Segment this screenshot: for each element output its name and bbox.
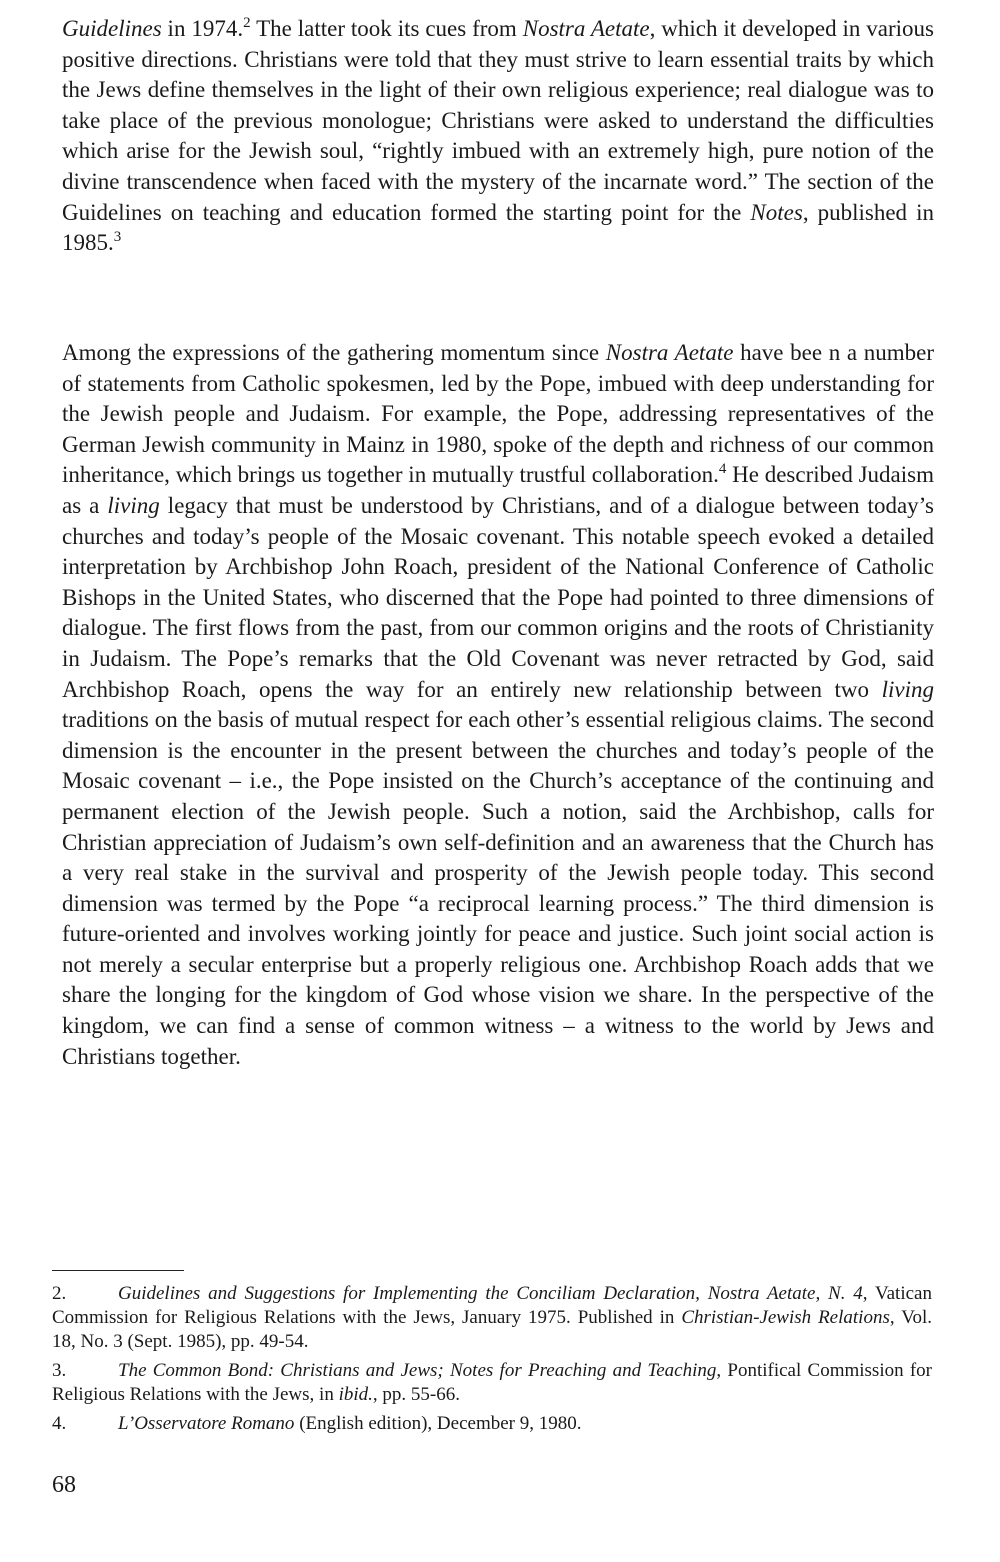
paragraph-momentum (62, 338, 934, 1072)
text-italic: Guidelines and Suggestions for Implementing the Conciliam Declaration, Nostra Aetate, N. 4 (118, 1283, 863, 1304)
footnote-ref-2[interactable]: 2 (243, 15, 251, 31)
footnote-2 (52, 1282, 932, 1354)
text-run: The latter took its cues from (250, 16, 523, 41)
text-run: legacy that must be understood by Christians, and of a dialogue between today’s churches and today’s people of the Mosaic covenant. This notable speech evoked a detailed interpretation by Archbishop John Roach, president of the National Conference of Catholic Bishops in the United States, who discerned that the Pope had pointed to three dimensions of dialogue. The first flows from the past, from our common origins and the roots of Christianity in Judaism. The Pope’s remarks that the Old Covenant was never retracted by God, said Archbishop Roach, opens the way for an entirely new relationship between two (62, 492, 934, 702)
footnote-ref-4[interactable]: 4 (718, 461, 727, 478)
text-italic: Christian-Jewish Relations (681, 1307, 890, 1328)
footnote-number: 4. (52, 1413, 67, 1434)
text-run: , which it developed in various positive directions. Christians were told that they must strive to learn essential traits by which the Jews define themselves in the light of their own religious experience; real dialogue was to take place of the previous monologue; Christians were asked to understand the difficulties which arise for the Jewish soul, “rightly imbued with an extremely high, pure notion of the divine transcendence when faced with the mystery of the incarnate word.” The section of the Guidelines on teaching and education formed the starting point for the (62, 16, 934, 225)
footnotes (52, 1282, 932, 1441)
page-number: 68 (52, 1472, 76, 1498)
text-run: , Vol. 18, No. 3 (Sept. 1985), pp. 49-54. (52, 1307, 932, 1352)
text-italic: ibid. (338, 1384, 373, 1405)
footnote-number: 2. (52, 1283, 67, 1304)
text-italic: Nostra Aetate (522, 16, 650, 41)
paragraph-guidelines (62, 14, 934, 259)
text-italic: living (107, 492, 160, 518)
footnote-4 (52, 1412, 932, 1436)
footnote-number: 3. (52, 1360, 67, 1381)
text-run: , published in 1985. (62, 199, 934, 256)
footnote-ref-3[interactable]: 3 (113, 229, 122, 246)
text-italic: Guidelines (62, 16, 162, 41)
text-italic: Nostra Aetate (605, 340, 734, 365)
text-run: traditions on the basis of mutual respect for each other’s essential religious claims. The second dimension is the encounter in the present between the churches and today’s people of the Mosaic covenant – i.e., the Pope insisted on the Church’s acceptance of the continuing and permanent election of the Jewish people. Such a notion, said the Archbishop, calls for Christian appreciation of Judaism’s own self-definition and an awareness that the Church has a very real stake in the survival and prosperity of the Jewish people today. This second dimension was termed by the Pope “a reciprocal learning process.” The third dimension is future-oriented and involves working jointly for peace and justice. Such joint social action is not merely a secular enterprise but a properly religious one. Archbishop Roach adds that we share the longing for the kingdom of God whose vision we share. In the perspective of the kingdom, we can find a sense of common witness – a witness to the world by Jews and Christians together. (62, 707, 934, 1069)
text-run: in 1974. (161, 16, 244, 41)
text-run: , Vatican Commission for Religious Relations with the Jews, January 1975. Published in (52, 1283, 932, 1328)
text-run: have bee n a number of statements from Catholic spokesmen, led by the Pope, imbued with deep understanding for the Jewish people and Judaism. For example, the Pope, addressing representatives of the German Jewish community in Mainz in 1980, spoke of the depth and richness of our common inheritance, which brings us together in mutually trustful collaboration. (62, 340, 934, 488)
text-run: (English edition), December 9, 1980. (294, 1413, 582, 1434)
text-run: He described Judaism as a (62, 462, 934, 518)
text-run: Among the expressions of the gathering momentum since (62, 340, 606, 365)
text-run: , pp. 55-66. (372, 1384, 460, 1405)
text-italic: The Common Bond: Christians and Jews; Notes for Preaching and Teaching (118, 1360, 717, 1381)
text-run: , Pontifical Commission for Religious Relations with the Jews, in (52, 1360, 933, 1405)
text-italic: Notes (750, 199, 803, 225)
footnote-3 (52, 1359, 932, 1407)
footnote-divider (52, 1270, 184, 1271)
text-italic: living (881, 676, 934, 702)
text-italic: L’Osservatore Romano (118, 1413, 295, 1434)
